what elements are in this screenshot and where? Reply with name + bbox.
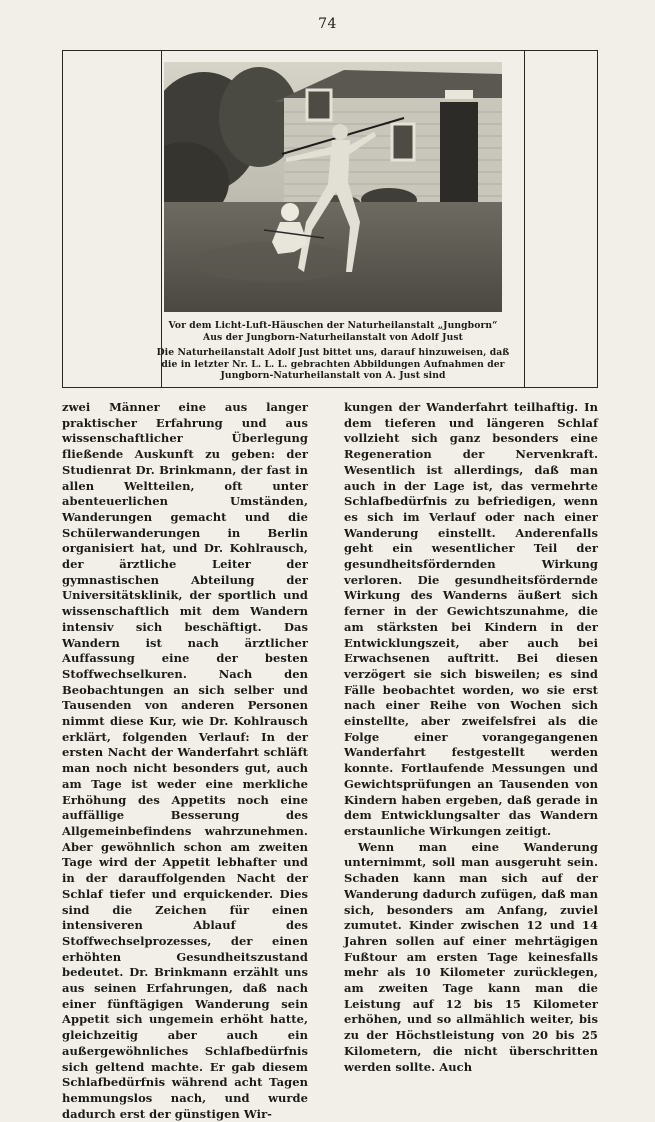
caption-credit: Aus der Jungborn-Naturheilanstalt von Adolf Just (203, 331, 463, 343)
paragraph-right-2: Wenn man eine Wanderung unternimmt, soll man ausgeruht sein. Schaden kann man sich auf der Wanderung dadurch zufügen, daß man sich, besonders am Anfang, zuviel zumutet. Kinder zwischen 12 und 14 Jahren sollen auf einer mehrtägigen Fußtour am ersten Tage keinesfalls mehr als 10 Kilometer zurücklegen, am zweiten Tage kann man die Leistung auf 12 bis 15 Kilometer erhöhen, und so allmählich weiter, bis zu der Höchstleistung von 20 bis 25 Kilometern, die nicht überschritten werden sollte. Auch (344, 839, 598, 1074)
frame-rule-right (524, 51, 525, 387)
photo-illustration (164, 62, 502, 312)
photo-children-throwing-spear (164, 62, 502, 312)
paragraph-right-1: kungen der Wanderfahrt teilhaftig. In dem tieferen und längeren Schlaf vollzieht sich ganz besonders eine Regeneration der Nervenkraft. Wesentlich ist allerdings, daß man auch in der Lage ist, das vermehrte Schlafbedürfnis zu befriedigen, wenn es sich im Verlauf oder nach einer Wanderung einstellt. Anderenfalls geht ein wesentlicher Teil der gesundheitsfördernden Wirkung verloren. Die gesundheitsfördernde Wirkung des Wanderns äußert sich ferner in der Gewichtszunahme, die am stärksten bei Kindern in der Entwicklungszeit, aber auch bei Erwachsenen auftritt. Bei diesen verzögert sie sich bisweilen; es sind Fälle beobachtet worden, wo sie erst nach einer Reihe von Wochen sich einstellte, aber zweifelsfrei als die Folge einer vorangegangenen Wanderfahrt festgestellt werden konnte. Fortlaufende Messungen und Gewichtsprüfungen an Tausenden von Kindern haben ergeben, daß gerade in dem Entwicklungsalter das Wandern erstaunliche Wirkungen zeitigt. (344, 400, 598, 838)
page-number: 74 (318, 16, 337, 32)
text-column-right (344, 400, 598, 1075)
text-column-left (62, 400, 308, 1122)
paragraph-left: zwei Männer eine aus langer praktischer Erfahrung und aus wissenschaftlicher Überlegung fließende Auskunft zu geben: der Studienrat Dr. Brinkmann, der fast in allen Weltteilen, oft unter abenteuerlichen Umständen, Wanderungen gemacht und die Schülerwanderungen in Berlin organisiert hat, und Dr. Kohlrausch, der ärztliche Leiter der gymnastischen Abteilung der Universitätsklinik, der sportlich und wissenschaftlich mit dem Wandern intensiv sich beschäftigt. Das Wandern ist nach ärztlicher Auffassung eine der besten Stoffwechselkuren. Nach den Beobachtungen an sich selber und Tausenden von anderen Personen nimmt diese Kur, wie Dr. Kohlrausch erklärt, folgenden Verlauf: In der ersten Nacht der Wanderfahrt schläft man noch nicht besonders gut, auch am Tage ist weder eine merkliche Erhöhung des Appetits noch eine auffällige Besserung des Allgemeinbefindens wahrzunehmen. Aber gewöhnlich schon am zweiten Tage wird der Appetit lebhafter und in der darauffolgenden Nacht der Schlaf tiefer und erquickender. Dies sind die Zeichen für einen intensiveren Ablauf des Stoffwechselprozesses, der einen erhöhten Gesundheitszustand bedeutet. Dr. Brinkmann erzählt uns aus seinen Erfahrungen, daß nach einer fünftägigen Wanderung sein Appetit sich ungemein erhöht hatte, gleichzeitig aber auch ein außergewöhnliches Schlafbedürfnis sich geltend machte. Er gab diesem Schlafbedürfnis während acht Tagen hemmungslos nach, und wurde dadurch erst der günstigen Wir- (62, 400, 308, 1121)
figure-caption (150, 320, 516, 382)
caption-title: Vor dem Licht-Luft-Häuschen der Naturheilanstalt „Jungborn“ (168, 320, 498, 331)
caption-correction-note: Die Naturheilanstalt Adolf Just bittet uns, darauf hinzuweisen, daß die in letzter Nr. L. L. L. gebrachten Abbildungen Aufnahmen der Jungborn-Naturheilanstalt von A. Just sind (156, 347, 510, 381)
